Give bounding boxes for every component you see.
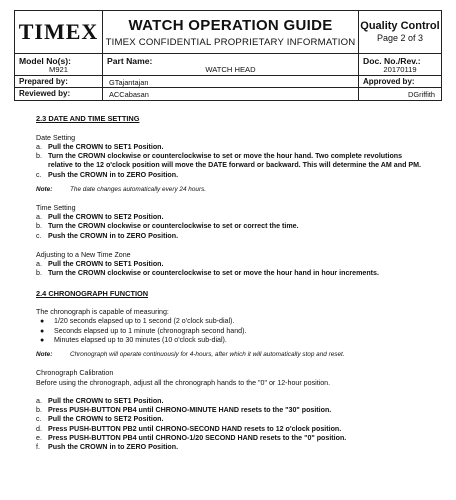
list-marker: b.	[36, 406, 42, 415]
prepared-value: GTajantajan	[103, 76, 359, 87]
list-marker: b.	[36, 269, 42, 278]
bullet-text: 1/20 seconds elapsed up to 1 second (2 o'clock sub-dial).	[54, 317, 235, 326]
time-setting-title: Time Setting	[36, 204, 76, 213]
bullet-item	[40, 336, 446, 345]
calibration-intro: Before using the chronograph, adjust all the chronograph hands to the "0" or 12-hour position.	[36, 378, 331, 387]
step-text: Pull the CROWN to SET2 Position.	[48, 213, 164, 222]
list-marker: d.	[36, 424, 42, 433]
bullet-text: Minutes elapsed up to 30 minutes (10 o'clock sub-dial).	[54, 335, 227, 344]
list-item	[36, 260, 446, 269]
note	[36, 351, 446, 359]
model-cell	[15, 54, 103, 75]
list-marker: a.	[36, 142, 42, 151]
date-setting-title: Date Setting	[36, 133, 76, 142]
step-text: Push the CROWN in to ZERO Position.	[48, 442, 179, 451]
reviewed-value: ACCabasan	[103, 88, 359, 100]
list-marker: c.	[36, 170, 42, 179]
brand-logo: TIMEX	[15, 11, 103, 53]
title-block	[103, 11, 359, 53]
document-header	[14, 10, 442, 101]
time-setting-block	[36, 204, 446, 241]
note-text: The date changes automatically every 24 hours.	[70, 185, 207, 193]
step-text: Turn the CROWN clockwise or counterclockwise to set or correct the time.	[48, 222, 299, 231]
step-text: Turn the CROWN clockwise or counterclockwise to set or move the hour hand in hour increments.	[48, 269, 379, 278]
section-heading-date-time: 2.3 DATE AND TIME SETTING	[36, 114, 140, 123]
list-marker: b.	[36, 222, 42, 231]
doc-cell	[359, 54, 441, 75]
step-text: Turn the CROWN clockwise or counterclockwise to set or move the hour hand. Two complete revolutions	[48, 152, 403, 161]
chronograph-intro-block	[36, 308, 446, 359]
list-item	[36, 152, 446, 161]
list-item	[36, 222, 446, 231]
calibration-block	[36, 369, 446, 452]
calibration-title: Chronograph Calibration	[36, 369, 114, 378]
bullet-text: Seconds elapsed up to 1 minute (chronograph second hand).	[54, 326, 247, 335]
step-text: Push the CROWN in to ZERO Position.	[48, 170, 179, 179]
part-value: WATCH HEAD	[205, 65, 256, 74]
list-marker: a.	[36, 260, 42, 269]
list-marker: c.	[36, 415, 42, 424]
date-setting-block	[36, 134, 446, 194]
note-label: Note:	[36, 185, 53, 193]
note-text: Chronograph will operate continuously for 4-hours, after which it will automatically stop and reset.	[70, 351, 345, 359]
list-marker: c.	[36, 231, 42, 240]
list-item	[36, 425, 446, 434]
bullet-icon: ●	[40, 318, 45, 326]
time-zone-title: Adjusting to a New Time Zone	[36, 250, 131, 259]
note	[36, 186, 446, 194]
list-item	[36, 434, 446, 443]
bullet-item	[40, 327, 446, 336]
doc-value: 20170119	[383, 65, 417, 74]
approved-label: Approved by:	[363, 77, 415, 86]
document-body	[36, 114, 446, 452]
page-number: Page 2 of 3	[376, 33, 424, 43]
list-marker: b.	[36, 152, 42, 161]
note-label: Note:	[36, 351, 53, 359]
part-label: Part Name:	[107, 56, 153, 66]
doc-label: Doc. No./Rev.:	[363, 56, 421, 66]
prepared-label: Prepared by:	[15, 76, 103, 87]
step-text: Pull the CROWN to SET1 Position.	[48, 142, 164, 151]
list-marker: f.	[36, 442, 40, 451]
list-item	[36, 161, 446, 170]
step-text: Press PUSH-BUTTON PB4 until CHRONO-1/20 SECOND HAND resets to the "0" position.	[48, 433, 347, 442]
list-item	[36, 443, 446, 452]
step-text: Pull the CROWN to SET1 Position.	[48, 260, 164, 269]
list-marker: e.	[36, 433, 42, 442]
step-text: Push the CROWN in to ZERO Position.	[48, 231, 179, 240]
document-subtitle: TIMEX CONFIDENTIAL PROPRIETARY INFORMATION	[105, 37, 356, 48]
list-item	[36, 406, 446, 415]
bullet-icon: ●	[40, 336, 45, 344]
reviewed-label: Reviewed by:	[15, 88, 103, 100]
list-item	[36, 143, 446, 152]
list-item	[36, 171, 446, 180]
step-text: relative to the 12 o'clock position will move the DATE forward or backward. This will determine the AM and PM.	[48, 161, 421, 170]
list-marker: a.	[36, 396, 42, 405]
list-item	[36, 415, 446, 424]
list-marker: a.	[36, 213, 42, 222]
model-value: M921	[49, 65, 68, 74]
time-zone-block	[36, 251, 446, 279]
bullet-icon: ●	[40, 327, 45, 335]
step-text: Press PUSH-BUTTON PB4 until CHRONO-MINUTE HAND resets to the "30" position.	[48, 406, 332, 415]
section-heading-chronograph: 2.4 CHRONOGRAPH FUNCTION	[36, 288, 149, 298]
document-title: WATCH OPERATION GUIDE	[128, 17, 333, 34]
list-item	[36, 397, 446, 406]
qc-block	[359, 11, 441, 53]
list-item	[36, 232, 446, 241]
step-text: Pull the CROWN to SET2 Position.	[48, 415, 164, 424]
chronograph-intro: The chronograph is capable of measuring:	[36, 308, 169, 317]
list-item	[36, 269, 446, 278]
qc-label: Quality Control	[360, 20, 440, 32]
part-cell	[103, 54, 359, 75]
step-text: Pull the CROWN to SET1 Position.	[48, 396, 164, 405]
approved-value: DGriffith	[408, 90, 435, 99]
bullet-item	[40, 317, 446, 326]
list-item	[36, 213, 446, 222]
model-label: Model No(s):	[19, 56, 72, 66]
step-text: Press PUSH-BUTTON PB2 until CHRONO-SECOND HAND resets to 12 o'clock position.	[48, 424, 342, 433]
